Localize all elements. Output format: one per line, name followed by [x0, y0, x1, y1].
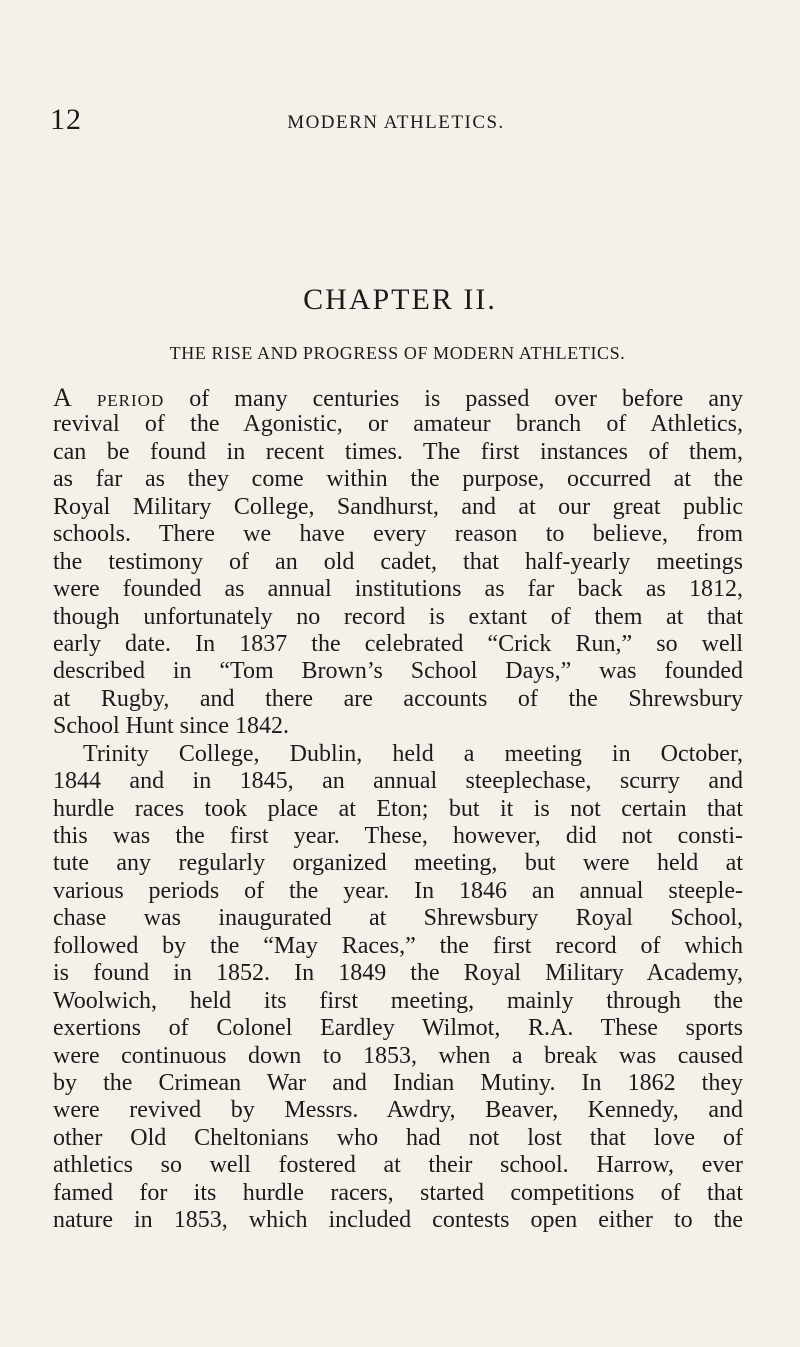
body-text [53, 384, 743, 1235]
chapter-title: CHAPTER II. [303, 283, 497, 316]
text-line: described in “Tom Brown’s School Days,” was founded [53, 658, 743, 685]
text-line: followed by the “May Races,” the first record of which [53, 932, 743, 959]
text-line: various periods of the year. In 1846 an annual steeple- [53, 877, 743, 904]
opening-initial: A [53, 383, 72, 412]
paragraph-2-first-line: Trinity College, Dublin, held a meeting in October, [83, 740, 743, 767]
text-line: were founded as annual institutions as far back as 1812, [53, 576, 743, 603]
text-line: were revived by Messrs. Awdry, Beaver, Kennedy, and [53, 1097, 743, 1124]
text-line: hurdle races took place at Eton; but it is not certain that [53, 795, 743, 822]
text-line: other Old Cheltonians who had not lost that love of [53, 1124, 743, 1151]
running-title: MODERN ATHLETICS. [287, 112, 505, 133]
text-line: famed for its hurdle racers, started competitions of that [53, 1179, 743, 1206]
text-line: revival of the Agonistic, or amateur branch of Athletics, [53, 411, 743, 438]
page-header [50, 103, 742, 143]
text-line: 1844 and in 1845, an annual steeplechase, scurry and [53, 768, 743, 795]
opening-smallcaps: PERIOD [96, 391, 165, 410]
text-line: the testimony of an old cadet, that half-yearly meetings [53, 548, 743, 575]
text-line: as far as they come within the purpose, occurred at the [53, 466, 743, 493]
paragraph-opening-line [53, 384, 743, 411]
text-line: were continuous down to 1853, when a break was caused [53, 1042, 743, 1069]
page-number: 12 [50, 103, 82, 136]
text-line: tute any regularly organized meeting, but were held at [53, 850, 743, 877]
text-line: schools. There we have every reason to believe, from [53, 521, 743, 548]
opening-rest: of many centuries is passed over before any [164, 386, 744, 412]
text-line: nature in 1853, which included contests open either to the [53, 1207, 743, 1234]
text-line: early date. In 1837 the celebrated “Crick Run,” so well [53, 630, 743, 657]
text-line: at Rugby, and there are accounts of the Shrewsbury [53, 685, 743, 712]
text-line: though unfortunately no record is extant of them at that [53, 603, 743, 630]
text-line: is found in 1852. In 1849 the Royal Military Academy, [53, 960, 743, 987]
chapter-subtitle: THE RISE AND PROGRESS OF MODERN ATHLETICS. [169, 343, 626, 363]
text-line: can be found in recent times. The first instances of them, [53, 438, 743, 465]
text-line: Woolwich, held its first meeting, mainly through the [53, 987, 743, 1014]
text-line: Royal Military College, Sandhurst, and at our great public [53, 493, 743, 520]
text-line: this was the first year. These, however, did not consti- [53, 823, 743, 849]
text-line: School Hunt since 1842. [53, 713, 289, 740]
text-line: chase was inaugurated at Shrewsbury Royal School, [53, 905, 743, 932]
text-line: by the Crimean War and Indian Mutiny. In 1862 they [53, 1069, 743, 1096]
text-line: exertions of Colonel Eardley Wilmot, R.A. These sports [53, 1015, 743, 1042]
text-line: athletics so well fostered at their school. Harrow, ever [53, 1152, 743, 1179]
